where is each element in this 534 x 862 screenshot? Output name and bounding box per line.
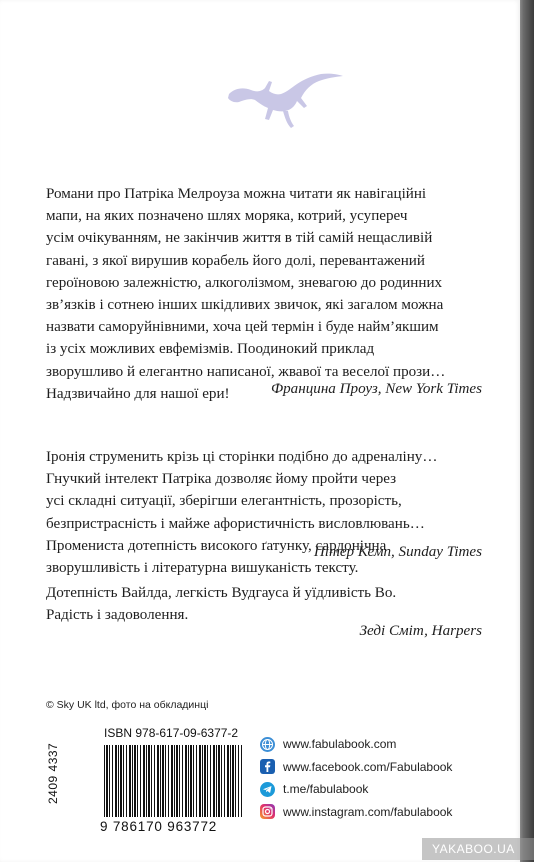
review-quote-3 [46,582,486,626]
publisher-links [260,733,452,823]
cover-photo-credit: © Sky UK ltd, фото на обкладинці [46,699,209,711]
quote-line: зворушливо й елегантно написаної, жвавої та веселої прози… [46,363,446,380]
quote-line: Променистa дотепність високого ґатунку, сардонічна [46,537,387,554]
quote-line: Гнучкий інтелект Патріка дозволяє йому пройти через [46,471,397,488]
watermark: YAKABOO.UA [422,838,534,860]
quote-line: із усіх можливих евфемізмів. Поодинокий приклад [46,341,375,358]
link-instagram[interactable] [260,801,452,824]
link-telegram[interactable] [260,778,452,801]
quote-line: усі складні ситуації, зберігши елегантність, прозорість, [46,493,402,510]
link-text: www.instagram.com/fabulabook [283,804,453,819]
lizard-icon [225,70,345,145]
review-attribution-1: Францина Проуз, New York Times [271,381,482,397]
link-facebook[interactable] [260,756,452,779]
book-spine-edge [520,0,534,862]
link-text: t.me/fabulabook [283,782,369,797]
review-attribution-3: Зеді Сміт, Harpers [359,623,482,639]
quote-line: усім очікуванням, не закінчив життя в тій самій нещасливій [46,230,433,247]
link-text: www.facebook.com/Fabulabook [283,759,453,774]
quote-line: мапи, на яких позначено шлях моряка, котрий, усупереч [46,208,408,225]
quote-line: зв’язків і сотнею інших шкідливих звичок, які загалом можна [46,297,444,314]
quote-line: героїновою залежністю, алкоголізмом, зневагою до родинних [46,274,443,291]
review-quote-1 [46,183,486,405]
link-website[interactable] [260,733,452,756]
quote-line: гавані, з якої вирушив корабель його долі, перевантажений [46,252,425,269]
quote-line: Надзвичайно для нашої ери! [46,385,230,402]
instagram-icon [260,804,275,819]
quote-line: назвати саморуйнівними, хоча цей термін і буде найм’якшим [46,319,439,336]
globe-icon [260,737,275,752]
review-attribution-2: Пітер Кемп, Sunday Times [313,544,482,560]
quote-line: зворушливість і літературна вишуканість тексту. [46,560,359,577]
telegram-icon [260,782,275,797]
isbn-label: ISBN 978-617-09-6377-2 [104,726,239,740]
barcode-digits: 9 786170 963772 [100,819,218,834]
quote-line: Радість і задоволення. [46,607,189,624]
barcode [104,745,242,817]
quote-line: Романи про Патріка Мелроуза можна читати як навігаційні [46,186,427,202]
quote-line: безпристрасність і майже афористичність висловлювань… [46,515,425,532]
facebook-icon [260,759,275,774]
quote-line: Іронія струменить крізь ці сторінки подібно до адреналіну… [46,449,438,465]
barcode-side-number: 2409 4337 [46,742,60,804]
quote-line: Дотепність Вайлда, легкість Вудгауса й уїдливість Во. [46,585,397,601]
link-text: www.fabulabook.com [283,737,397,752]
